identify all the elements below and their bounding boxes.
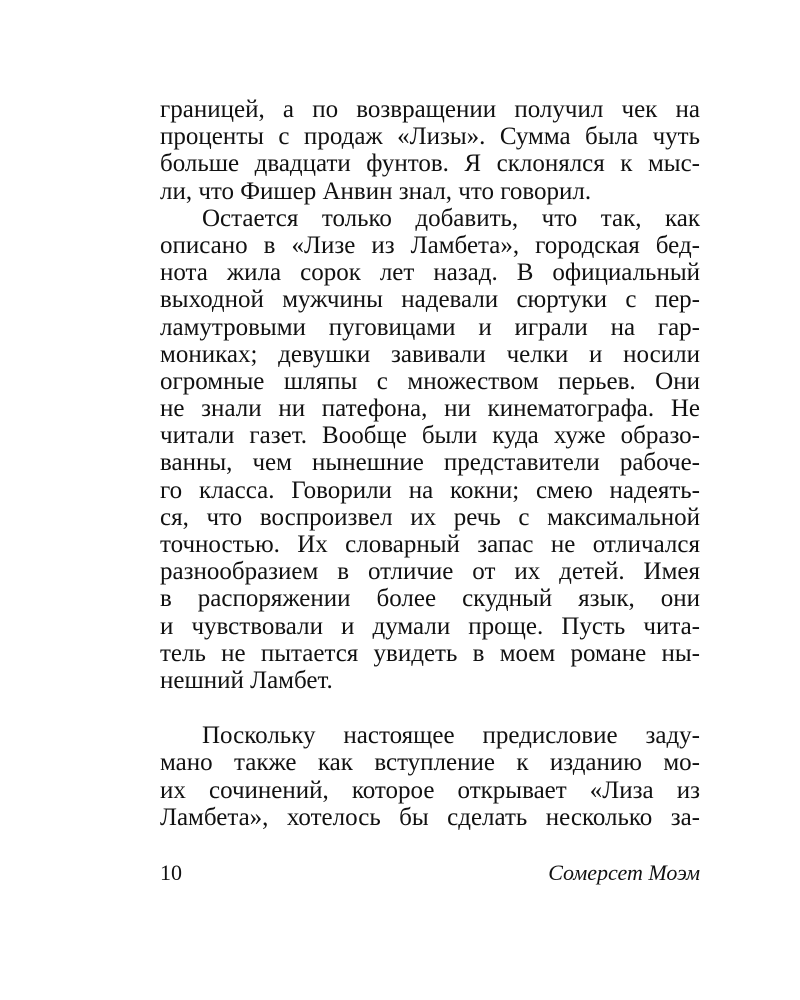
text-line: описано в «Лизе из Ламбета», городская бед-	[160, 231, 700, 259]
text-line: и чувствовали и думали проще. Пусть чита-	[160, 612, 700, 640]
text-line: огромные шляпы с множеством перьев. Они	[160, 367, 700, 395]
text-line: Поскольку настоящее предисловие заду-	[202, 722, 700, 750]
text-line: разнообразием в отличие от их детей. Имея	[160, 558, 700, 586]
text-line: выходной мужчины надевали сюртуки с пер-	[160, 286, 700, 314]
text-line: Ламбета», хотелось бы сделать несколько за-	[160, 803, 700, 831]
text-line: нота жила сорок лет назад. В официальный	[160, 259, 700, 287]
text-line: читали газет. Вообще были куда хуже образо-	[160, 422, 700, 450]
text-line: ся, что воспроизвел их речь с максимальной	[160, 503, 700, 531]
paragraph-1	[160, 96, 700, 205]
text-line: тель не пытается увидеть в моем романе ны-	[160, 639, 700, 667]
text-line: мониках; девушки завивали челки и носили	[160, 340, 700, 368]
page-body	[160, 96, 700, 831]
text-line: проценты с продаж «Лизы». Сумма была чуть	[160, 123, 700, 151]
paragraph-3	[160, 722, 700, 831]
text-line: мано также как вступление к изданию мо-	[160, 749, 700, 777]
text-line: границей, а по возвращении получил чек на	[160, 96, 700, 123]
text-line: ламутровыми пуговицами и играли на гар-	[160, 313, 700, 341]
text-line: в распоряжении более скудный язык, они	[160, 585, 700, 613]
page-number: 10	[160, 860, 182, 885]
text-line: нешний Ламбет.	[160, 666, 333, 694]
text-line: больше двадцати фунтов. Я склонялся к мыс-	[160, 150, 700, 178]
text-line: го класса. Говорили на кокни; смею надеять-	[160, 476, 700, 504]
text-line: их сочинений, которое открывает «Лиза из	[160, 776, 700, 804]
text-line: точностью. Их словарный запас не отличался	[160, 531, 700, 558]
paragraph-2	[160, 205, 700, 694]
text-line: Остается только добавить, что так, как	[202, 204, 700, 232]
paragraph-gap	[160, 694, 700, 722]
text-line: не знали ни патефона, ни кинематографа. Не	[160, 395, 700, 423]
text-line: ванны, чем нынешние представители рабоче-	[160, 449, 700, 477]
text-line: ли, что Фишер Анвин знал, что говорил.	[160, 177, 592, 205]
page-footer	[160, 860, 700, 888]
running-footer-author: Сомерсет Моэм	[548, 860, 700, 885]
